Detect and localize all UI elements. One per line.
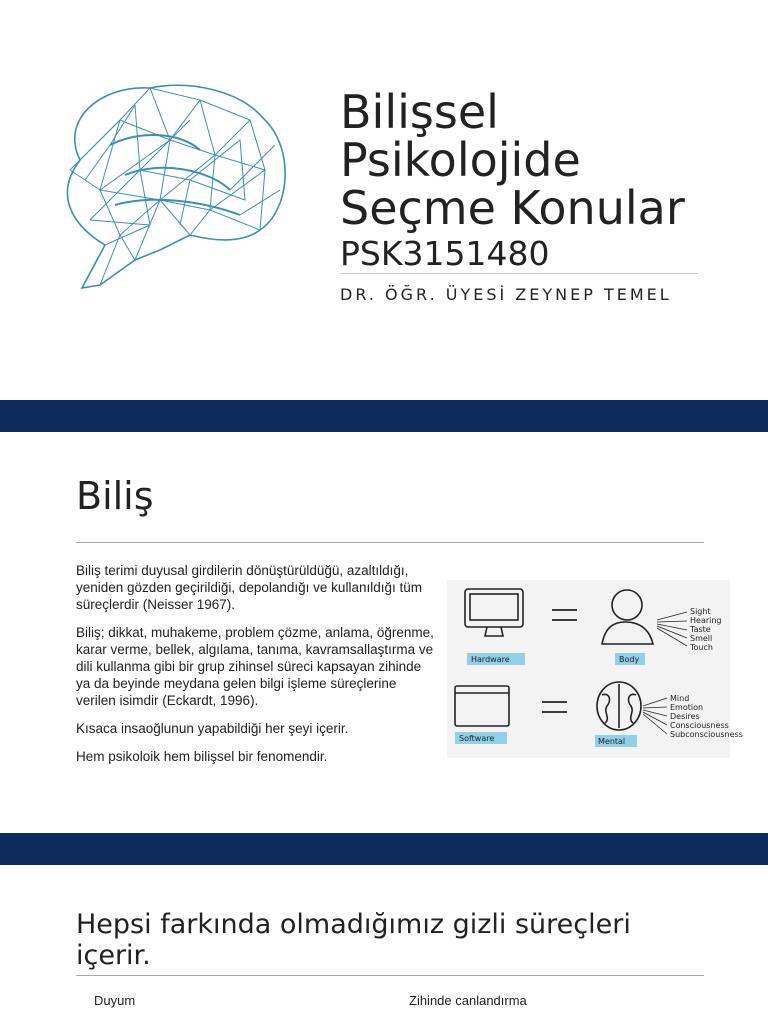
divider — [340, 273, 698, 274]
list-item: Duyum — [94, 993, 136, 1008]
hidden-processes-slide — [0, 865, 768, 1024]
title-line: Seçme Konular — [340, 181, 685, 235]
title-line: Bilişsel — [340, 85, 499, 139]
slide-heading: Biliş — [76, 474, 154, 518]
mind-label: Consciousness — [670, 721, 729, 730]
course-code: PSK3151480 — [340, 234, 550, 273]
title-slide — [0, 0, 768, 400]
title-line: Psikolojide — [340, 133, 581, 187]
sense-label: Sight — [690, 607, 711, 616]
mind-label: Desires — [670, 712, 700, 721]
slide-separator — [0, 400, 768, 432]
mind-label: Subconsciousness — [670, 730, 743, 739]
hardware-software-figure — [447, 580, 743, 758]
author-name: DR. ÖĞR. ÜYESİ ZEYNEP TEMEL — [340, 285, 672, 304]
bilis-slide — [0, 432, 768, 833]
window-icon — [455, 686, 509, 726]
person-icon — [602, 590, 653, 644]
presentation-title — [340, 85, 760, 235]
body-label: Body — [619, 655, 640, 664]
equals-icon — [552, 610, 577, 620]
paragraph: Hem psikoloik hem bilişsel bir fenomendir. — [76, 749, 328, 764]
sense-label: Taste — [690, 625, 711, 634]
sense-label: Touch — [690, 643, 713, 652]
brain-icon — [597, 682, 641, 730]
slide-body — [76, 562, 436, 776]
hardware-label: Hardware — [471, 655, 510, 664]
mental-label: Mental — [598, 737, 626, 746]
paragraph: Biliş terimi duyusal girdilerin dönüştürüldüğü, azaltıldığı, yeniden gözden geçirildiği, depolandığı ve kullanıldığı tüm süreçlerdir (Neisser 1967). — [76, 563, 422, 612]
slide-heading: Hepsi farkında olmadığımız gizli süreçleri içerir. — [76, 909, 631, 971]
sense-label: Smell — [690, 634, 713, 643]
paragraph: Kısaca insaoğlunun yapabildiği her şeyi içerir. — [76, 721, 349, 736]
sense-label: Hearing — [690, 616, 722, 625]
divider — [76, 975, 704, 976]
mind-label: Emotion — [670, 703, 704, 712]
software-label: Software — [459, 734, 495, 743]
equals-icon — [542, 702, 567, 712]
mind-label: Mind — [670, 694, 690, 703]
divider — [76, 542, 704, 543]
brain-mesh-icon — [40, 60, 300, 340]
monitor-icon — [465, 589, 523, 636]
list-item: Zihinde canlandırma — [409, 993, 527, 1008]
slide-separator — [0, 833, 768, 865]
paragraph: Biliş; dikkat, muhakeme, problem çözme, anlama, öğrenme, karar verme, bellek, algılama, tanıma, kavramsallaştırma ve dili kullanma gibi bir grup zihinsel süreci kapsayan zihinde ya da beyinde meydana gelen bilgi işleme süreçlerine verilen isimdir (Eckardt, 1996). — [76, 625, 434, 708]
